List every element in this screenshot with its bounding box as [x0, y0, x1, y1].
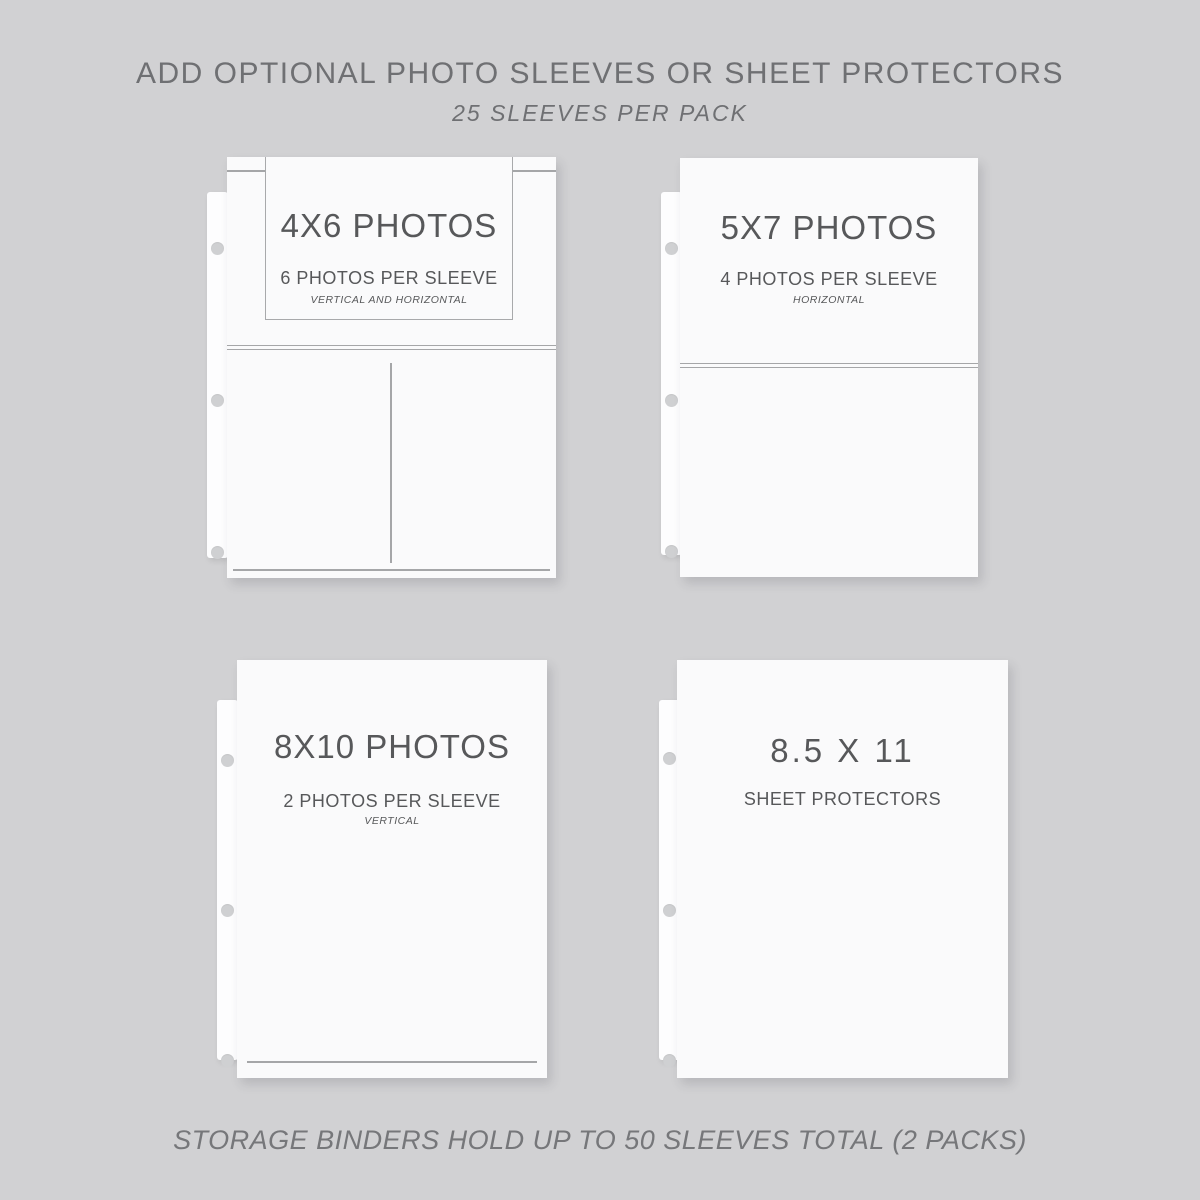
- binder-hole: [221, 1054, 234, 1067]
- pocket-double-seam: [227, 345, 556, 350]
- binder-hole: [211, 394, 224, 407]
- binder-hole: [665, 394, 678, 407]
- sleeve-page: [680, 158, 978, 577]
- sleeve-85x11: [659, 660, 1008, 1078]
- sleeve-capacity: 2 PHOTOS PER SLEEVE: [283, 791, 501, 811]
- binder-strip: [207, 192, 228, 558]
- sleeve-title: 8X10 PHOTOS: [274, 728, 510, 765]
- sleeve-capacity: 4 PHOTOS PER SLEEVE: [720, 269, 938, 289]
- sleeve-title: 8.5 X 11: [770, 732, 915, 769]
- page-title: ADD OPTIONAL PHOTO SLEEVES OR SHEET PROTECTORS: [135, 57, 1065, 90]
- sleeve-title: 5X7 PHOTOS: [720, 209, 938, 246]
- binder-hole: [665, 242, 678, 255]
- sleeve-orientation: HORIZONTAL: [793, 294, 865, 306]
- binder-hole: [221, 904, 234, 917]
- page-subtitle: 25 SLEEVES PER PACK: [452, 100, 748, 126]
- sleeve-page: [237, 660, 547, 1078]
- sleeve-capacity: 6 PHOTOS PER SLEEVE: [280, 268, 498, 288]
- pocket-bottom-seam: [247, 1061, 537, 1063]
- sleeve-5x7: [661, 158, 978, 578]
- sleeve-page: [677, 660, 1008, 1078]
- binder-strip: [661, 192, 682, 555]
- sleeve-capacity: SHEET PROTECTORS: [743, 789, 942, 809]
- label-card: [265, 157, 513, 320]
- binder-hole: [211, 242, 224, 255]
- binder-hole: [665, 545, 678, 558]
- sleeve-page: [227, 157, 556, 578]
- sleeve-title: 4X6 PHOTOS: [280, 207, 498, 244]
- binder-hole: [221, 754, 234, 767]
- binder-hole: [663, 904, 676, 917]
- sleeve-orientation: VERTICAL: [364, 815, 420, 827]
- sleeve-8x10: [217, 660, 547, 1078]
- binder-strip: [217, 700, 238, 1060]
- binder-hole: [211, 546, 224, 559]
- binder-hole: [663, 1054, 676, 1067]
- pocket-double-seam: [680, 363, 978, 368]
- binder-hole: [663, 752, 676, 765]
- footer-note: STORAGE BINDERS HOLD UP TO 50 SLEEVES TOTAL (2 PACKS): [173, 1125, 1027, 1155]
- sleeve-4x6: [207, 157, 557, 579]
- sleeve-orientation: VERTICAL AND HORIZONTAL: [310, 294, 468, 306]
- pocket-bottom-seam: [233, 569, 550, 571]
- pocket-divider-line: [390, 363, 392, 563]
